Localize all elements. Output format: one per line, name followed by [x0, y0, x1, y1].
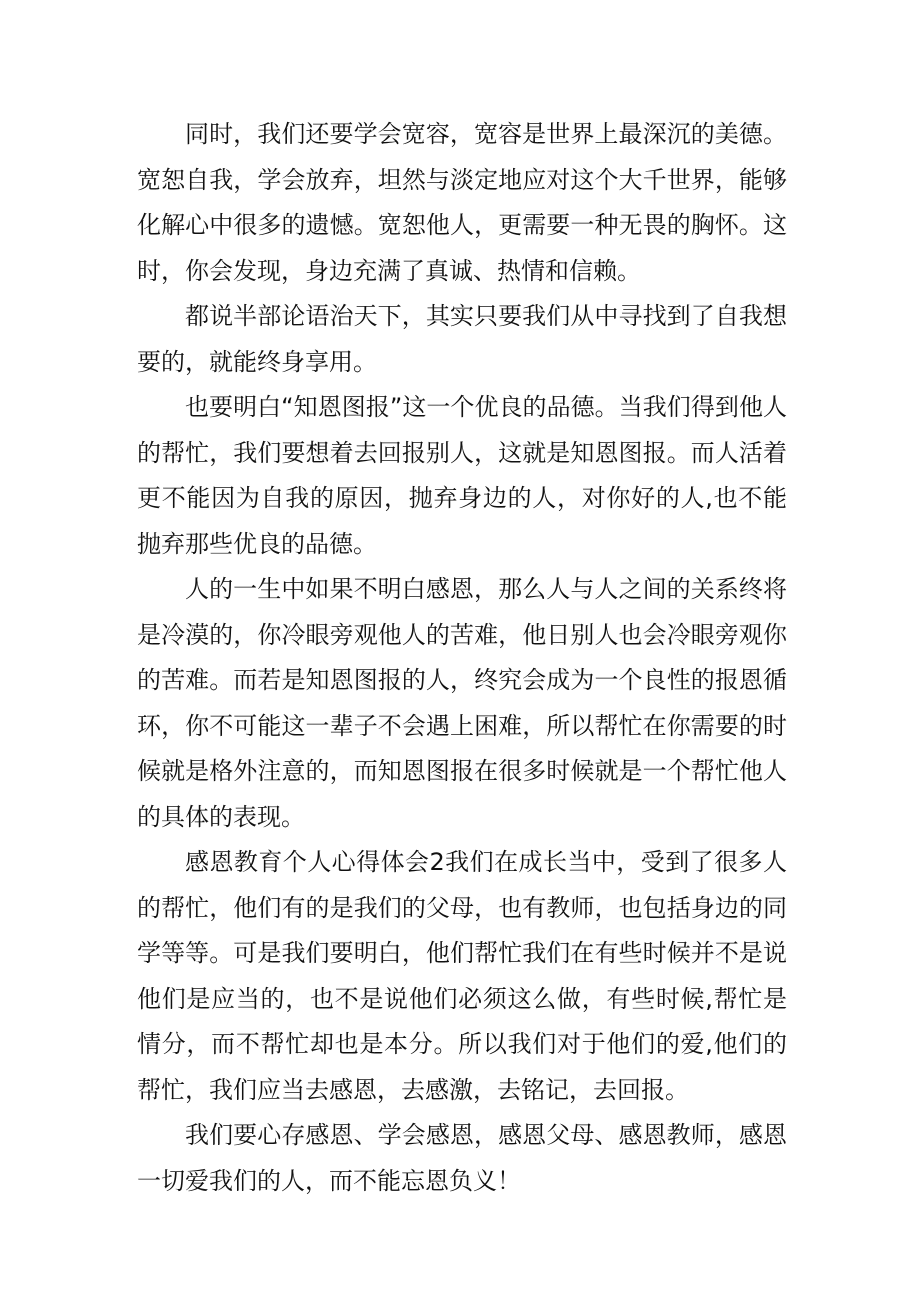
document-body — [137, 112, 787, 1204]
paragraph-life-gratitude: 人的一生中如果不明白感恩，那么人与人之间的关系终将是冷漠的，你冷眼旁观他人的苦难，他日别人也会冷眼旁观你的苦难。而若是知恩图报的人，终究会成为一个良性的报恩循环，你不可能这一辈子不会遇上困难，所以帮忙在你需要的时候就是格外注意的，而知恩图报在很多时候就是一个帮忙他人的具体的表现。 — [137, 575, 787, 831]
paragraph-tolerance: 同时，我们还要学会宽容，宽容是世界上最深沉的美德。宽恕自我，学会放弃，坦然与淡定地应对这个大千世界，能够化解心中很多的遗憾。宽恕他人，更需要一种无畏的胸怀。这时，你会发现，身边充满了真诚、热情和信赖。 — [137, 120, 787, 285]
paragraph-experience-2: 感恩教育个人心得体会2我们在成长当中，受到了很多人的帮忙，他们有的是我们的父母，也有教师，也包括身边的同学等等。可是我们要明白，他们帮忙我们在有些时候并不是说他们是应当的，也不是说他们必须这么做，有些时候,帮忙是情分，而不帮忙却也是本分。所以我们对于他们的爱,他们的帮忙，我们应当去感恩，去感激，去铭记，去回报。 — [137, 848, 787, 1104]
paragraph-gratitude-repay: 也要明白“知恩图报”这一个优良的品德。当我们得到他人的帮忙，我们要想着去回报别人，这就是知恩图报。而人活着更不能因为自我的原因，抛弃身边的人，对你好的人,也不能抛弃那些优良的品德。 — [137, 393, 787, 558]
paragraph-analects: 都说半部论语治天下，其实只要我们从中寻找到了自我想要的，就能终身享用。 — [137, 302, 787, 376]
paragraph-closing: 我们要心存感恩、学会感恩，感恩父母、感恩教师，感恩一切爱我们的人，而不能忘恩负义！ — [137, 1121, 787, 1195]
